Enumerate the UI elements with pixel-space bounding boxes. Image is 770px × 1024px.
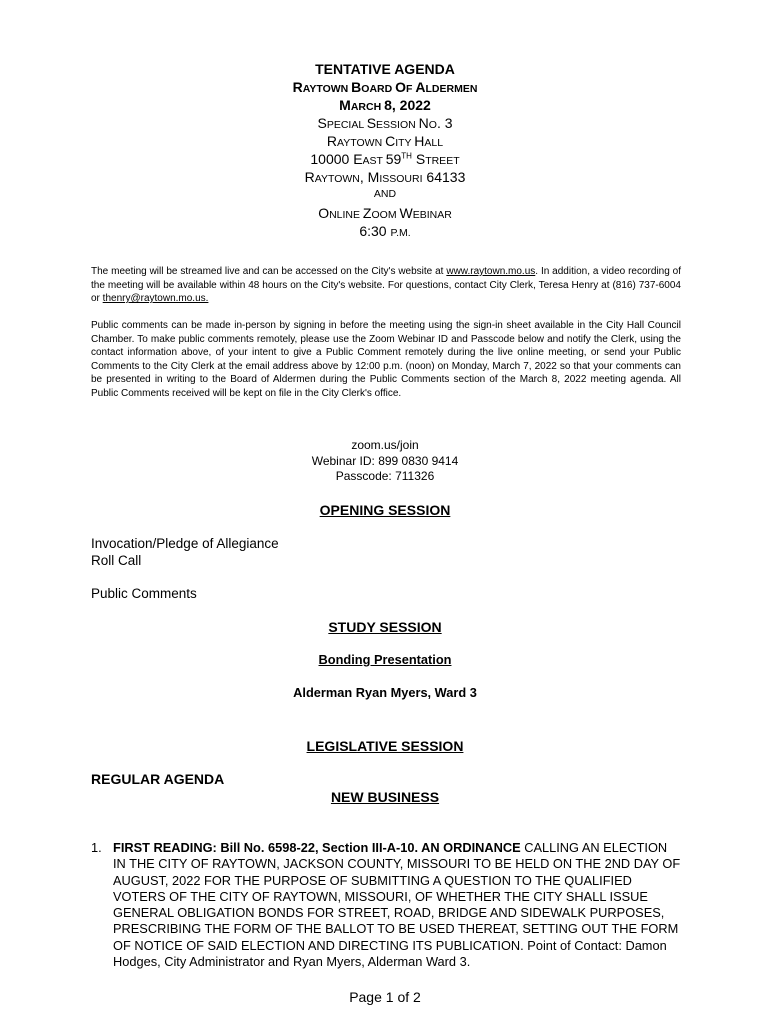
item-number: 1. — [91, 840, 102, 855]
clerk-email-link[interactable]: thenry@raytown.mo.us. — [102, 293, 209, 305]
new-business-heading: NEW BUSINESS — [330, 789, 440, 805]
opening-session-heading: OPENING SESSION — [319, 502, 451, 518]
online-venue: ONLINE ZOOM WEBINAR — [318, 205, 452, 221]
study-presenter: Alderman Ryan Myers, Ward 3 — [293, 685, 477, 700]
zoom-url: zoom.us/join — [351, 438, 419, 452]
agenda-title: TENTATIVE AGENDA — [315, 61, 455, 77]
meeting-time: 6:30 P.M. — [359, 223, 411, 239]
venue-city: RAYTOWN, MISSOURI 64133 — [304, 169, 466, 185]
page-number: Page 1 of 2 — [349, 989, 421, 1005]
zoom-passcode: Passcode: 711326 — [335, 469, 435, 483]
website-link[interactable]: www.raytown.mo.us — [446, 266, 536, 277]
stream-info-paragraph: The meeting will be streamed live and can be accessed on the City's website at www.raytown.mo.us. In addition, a video recording of the meeting will be available within 48 hours on the City's website. For questions, contact City Clerk, Teresa Henry at (816) 737-6004 or thenry@raytown.mo.us. — [91, 266, 682, 305]
legislative-session-heading: LEGISLATIVE SESSION — [306, 738, 464, 754]
agenda-item-public-comments: Public Comments — [91, 586, 197, 601]
study-session-heading: STUDY SESSION — [328, 619, 442, 635]
and-connector: AND — [373, 188, 397, 200]
study-topic: Bonding Presentation — [318, 652, 452, 667]
meeting-date: MARCH 8, 2022 — [339, 97, 431, 113]
venue-name: RAYTOWN CITY HALL — [326, 133, 444, 149]
regular-agenda-heading: REGULAR AGENDA — [91, 771, 225, 787]
agenda-item-invocation: Invocation/Pledge of Allegiance — [91, 536, 279, 551]
board-name: RAYTOWN BOARD OF ALDERMEN — [292, 79, 478, 95]
public-comments-paragraph: Public comments can be made in-person by signing in before the meeting using the sign-in sheet available in the City Hall Council Chamber. To make public comments remotely, please use the Zoom Webinar ID and Passcode below and notify the Clerk, using the contact information above, of your intent to give a Public Comment remotely during the live online meeting, or send your Public Comments to the City Clerk at the email address above by 12:00 p.m. (noon) on Monday, March 7, 2022 so that your comments can be presented in writing to the Board of Aldermen during the Public Comments section of the March 8, 2022 meeting agenda. All Public Comments received will be kept on file in the City Clerk's office. — [91, 320, 681, 399]
zoom-webinar-id: Webinar ID: 899 0830 9414 — [311, 454, 459, 468]
agenda-item-roll-call: Roll Call — [91, 553, 142, 568]
venue-street: 10000 EAST 59TH STREET — [310, 151, 460, 167]
session-number: SPECIAL SESSION NO. 3 — [317, 115, 453, 131]
bill-6598-item: FIRST READING: Bill No. 6598-22, Section III-A-10. AN ORDINANCE CALLING AN ELECTION IN THE CITY OF RAYTOWN, JACKSON COUNTY, MISSOURI TO BE HELD ON THE 2ND DAY OF AUGUST, 2022 FOR THE PURPOSE OF SUBMITTING A QUESTION TO THE QUALIFIED VOTERS OF THE CITY OF RAYTOWN, MISSOURI, OF WHETHER THE CITY SHALL ISSUE GENERAL OBLIGATION BONDS FOR STREET, ROAD, BRIDGE AND SIDEWALK PURPOSES, PRESCRIBING THE FORM OF THE BALLOT TO BE USED THEREAT, SETTING OUT THE FORM OF NOTICE OF SAID ELECTION AND DIRECTING ITS PUBLICATION. Point of Contact: Damon Hodges, City Administrator and Ryan Myers, Alderman Ward 3. — [113, 840, 681, 970]
